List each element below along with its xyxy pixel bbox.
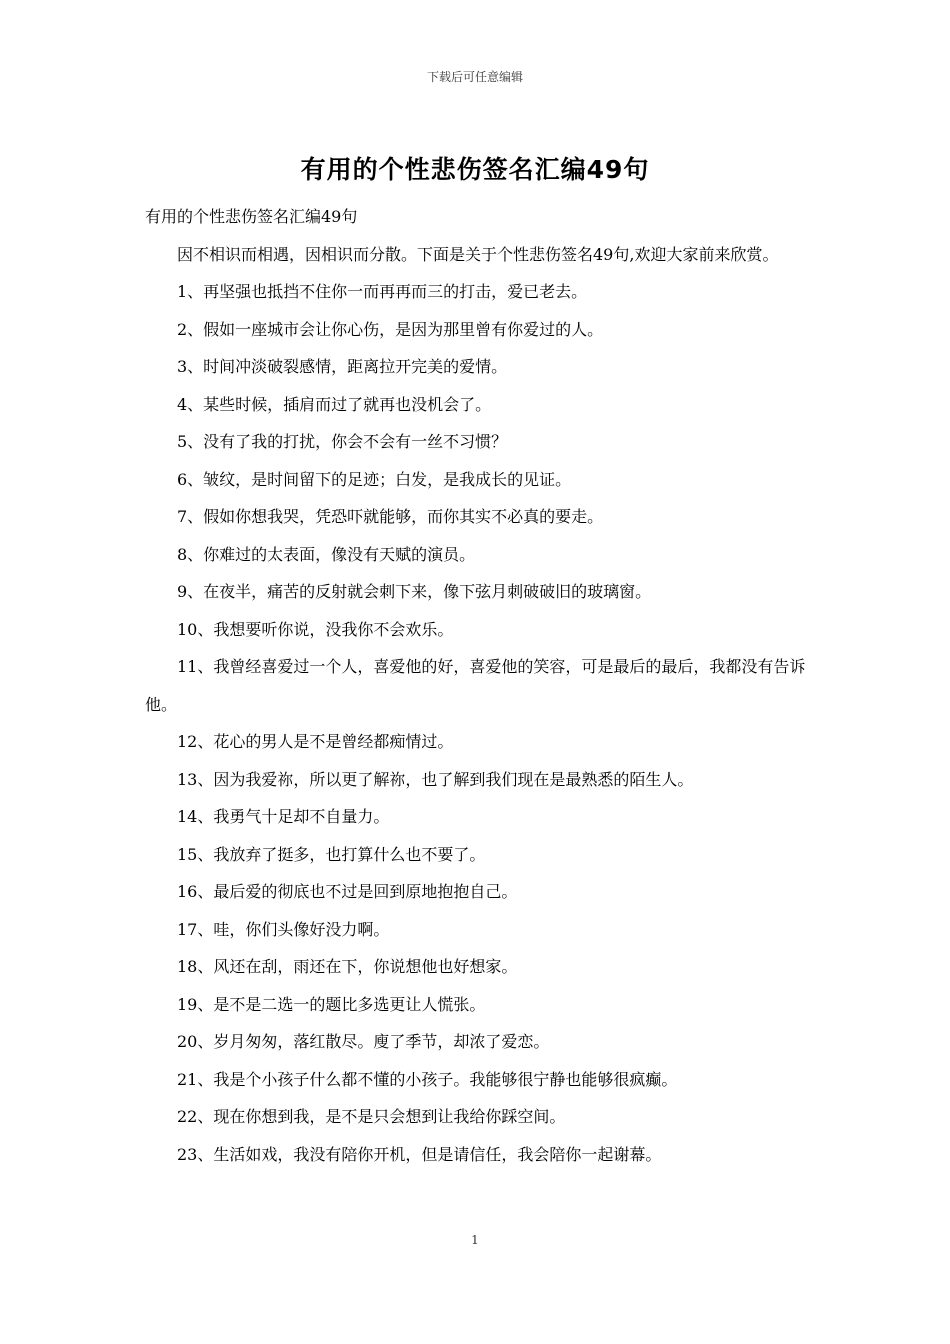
header-note: 下载后可任意编辑 bbox=[426, 70, 523, 84]
document-body bbox=[145, 198, 825, 1173]
list-item: 1、再坚强也抵挡不住你一而再再而三的打击，爱已老去。 bbox=[177, 282, 588, 301]
list-item: 23、生活如戏，我没有陪你开机，但是请信任，我会陪你一起谢幕。 bbox=[177, 1144, 662, 1164]
list-item: 13、因为我爱祢，所以更了解祢，也了解到我们现在是最熟悉的陌生人。 bbox=[177, 769, 694, 789]
page-number: 1 bbox=[471, 1233, 479, 1247]
list-item: 10、我想要听你说，没我你不会欢乐。 bbox=[177, 619, 454, 639]
list-item: 11、我曾经喜爱过一个人，喜爱他的好，喜爱他的笑容，可是最后的最后，我都没有告诉他。 bbox=[145, 657, 806, 714]
list-item: 16、最后爱的彻底也不过是回到原地抱抱自己。 bbox=[177, 882, 518, 901]
list-item: 4、某些时候，插肩而过了就再也没机会了。 bbox=[177, 394, 492, 414]
list-item: 6、皱纹，是时间留下的足迹；白发，是我成长的见证。 bbox=[177, 469, 572, 489]
document-subtitle: 有用的个性悲伤签名汇编49句 bbox=[145, 207, 358, 226]
document-title: 有用的个性悲伤签名汇编49句 bbox=[300, 155, 650, 184]
list-item: 2、假如一座城市会让你心伤，是因为那里曾有你爱过的人。 bbox=[177, 319, 604, 339]
intro-paragraph: 因不相识而相遇，因相识而分散。下面是关于个性悲伤签名49句,欢迎大家前来欣赏。 bbox=[177, 244, 779, 264]
list-item: 15、我放弃了挺多，也打算什么也不要了。 bbox=[177, 844, 486, 864]
list-item: 12、花心的男人是不是曾经都痴情过。 bbox=[177, 732, 454, 751]
list-item: 20、岁月匆匆，落红散尽。廋了季节，却浓了爱恋。 bbox=[177, 1032, 550, 1051]
list-item: 14、我勇气十足却不自量力。 bbox=[177, 807, 390, 826]
list-item: 9、在夜半，痛苦的反射就会刺下来，像下弦月刺破破旧的玻璃窗。 bbox=[177, 582, 652, 601]
list-item: 22、现在你想到我，是不是只会想到让我给你踩空间。 bbox=[177, 1107, 566, 1126]
list-item: 17、哇，你们头像好没力啊。 bbox=[177, 919, 390, 939]
list-item: 8、你难过的太表面，像没有天赋的演员。 bbox=[177, 544, 476, 564]
list-item: 19、是不是二选一的题比多选更让人慌张。 bbox=[177, 994, 486, 1014]
list-item: 18、风还在刮，雨还在下，你说想他也好想家。 bbox=[177, 957, 518, 976]
list-item: 5、没有了我的打扰，你会不会有一丝不习惯？ bbox=[177, 432, 508, 451]
list-item: 7、假如你想我哭，凭恐吓就能够，而你其实不必真的要走。 bbox=[177, 507, 604, 526]
list-item: 3、时间冲淡破裂感情，距离拉开完美的爱情。 bbox=[177, 357, 508, 376]
list-item: 21、我是个小孩子什么都不懂的小孩子。我能够很宁静也能够很疯癫。 bbox=[177, 1069, 678, 1089]
